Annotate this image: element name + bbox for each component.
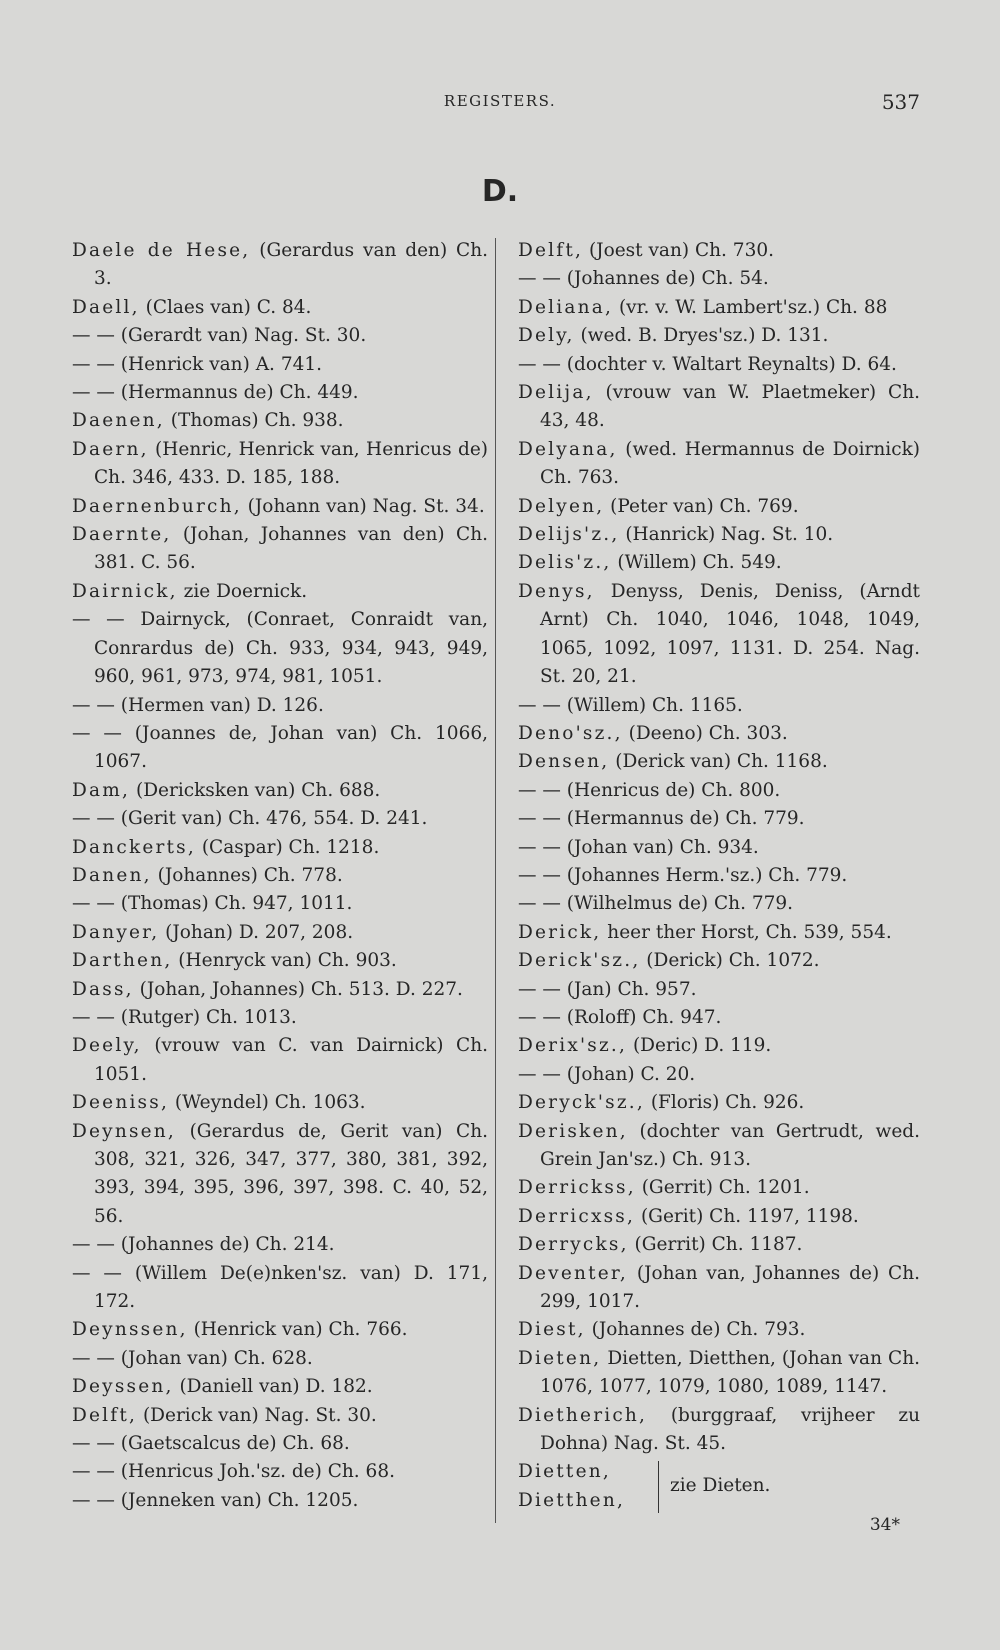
entry-name: Dietthen, [518, 1490, 626, 1512]
entry-references: heer ther Horst, Ch. 539, 554. [601, 921, 892, 943]
entry-name: Deno'sz., [518, 722, 623, 744]
index-entry [72, 436, 488, 493]
entry-name: Deynssen, [72, 1319, 188, 1341]
entry-references: (vrouw van C. van Dairnick) Ch. 1051. [94, 1035, 488, 1085]
entry-references: (Henricus de) Ch. 800. [560, 779, 781, 801]
entry-references: (Wilhelmus de) Ch. 779. [560, 893, 794, 915]
right-column [518, 237, 920, 1516]
index-entry [518, 777, 920, 805]
index-entry [72, 493, 488, 521]
entry-references: (Henrick van) A. 741. [114, 353, 323, 375]
index-entry [72, 862, 488, 890]
entry-references: (Daniell van) D. 182. [173, 1376, 373, 1398]
entry-references: (Johann van) Nag. St. 34. [241, 495, 485, 517]
entry-references: (Gerardus de, Gerit van) Ch. 308, 321, 326, 347, 377, 380, 381, 392, 393, 394, 395, 396, 397, 398. C. 40, 52, 56. [94, 1120, 488, 1227]
index-entry [72, 1231, 488, 1259]
index-entry [518, 1089, 920, 1117]
entry-references: (Roloff) Ch. 947. [560, 1006, 722, 1028]
index-entry [518, 322, 920, 350]
entry-references: (Dericksken van) Ch. 688. [130, 779, 381, 801]
entry-name: Delija, [518, 382, 594, 404]
index-entry [518, 1260, 920, 1317]
entry-references: (Johannes Herm.'sz.) Ch. 779. [560, 864, 848, 886]
entry-references: (Peter van) Ch. 769. [604, 495, 799, 517]
index-entry [518, 521, 920, 549]
index-entry [72, 1458, 488, 1486]
entry-references: (Deeno) Ch. 303. [622, 722, 788, 744]
entry-references: (Henryck van) Ch. 903. [172, 950, 397, 972]
entry-name: Derrycks, [518, 1234, 629, 1256]
index-entry [518, 1203, 920, 1231]
index-entry [518, 1231, 920, 1259]
index-entry [72, 1118, 488, 1232]
entry-name: Dairnick, [72, 580, 178, 602]
index-entry [518, 862, 920, 890]
entry-references: (Johannes de) Ch. 793. [585, 1319, 806, 1341]
section-letter: D. [481, 174, 519, 209]
entry-references: (Gerrit) Ch. 1187. [628, 1234, 803, 1256]
entry-references: (Gerardt van) Nag. St. 30. [114, 325, 367, 347]
index-entry [72, 976, 488, 1004]
entry-references: Denyss, Denis, Deniss, (Arndt Arnt) Ch. 1040, 1046, 1048, 1049, 1065, 1092, 1097, 1131. D. 254. Nag. St. 20, 21. [540, 580, 920, 688]
column-divider [495, 238, 496, 1523]
index-entry [72, 351, 488, 379]
index-entry [72, 890, 488, 918]
entry-references: (Henrick van) Ch. 766. [187, 1319, 408, 1341]
ditto-mark: — — [72, 353, 115, 375]
index-entry [72, 834, 488, 862]
index-entry [518, 436, 920, 493]
ditto-mark: — — [72, 1234, 115, 1256]
entry-references: (Willem De(e)nken'sz. van) D. 171, 172. [94, 1262, 488, 1313]
entry-references: (Willem) Ch. 549. [611, 552, 782, 574]
entry-references: Dairnyck, (Conraet, Conraidt van, Conrardus de) Ch. 933, 934, 943, 949, 960, 961, 973, 974, 981, 1051. [94, 609, 488, 688]
index-entry [518, 919, 920, 947]
entry-references: (Johannes) Ch. 778. [151, 864, 343, 886]
index-entry [518, 834, 920, 862]
index-entry [72, 1032, 488, 1089]
index-entry [518, 1174, 920, 1202]
index-entry [518, 1061, 920, 1089]
index-entry [518, 890, 920, 918]
ditto-mark: — — [72, 1262, 122, 1284]
entry-references: (Johan van) Ch. 934. [560, 836, 759, 858]
ditto-mark: — — [72, 1347, 115, 1369]
index-entry [518, 265, 920, 293]
entry-references: (Johan) C. 20. [560, 1063, 696, 1085]
entry-references: (Weyndel) Ch. 1063. [169, 1092, 366, 1114]
index-entry [518, 692, 920, 720]
entry-name: Daern, [72, 438, 149, 460]
index-entry [518, 578, 920, 692]
index-entry [72, 1402, 488, 1430]
ditto-mark: — — [518, 694, 561, 716]
entry-name: Derix'sz., [518, 1035, 628, 1057]
ditto-mark: — — [72, 1006, 115, 1028]
index-entry [72, 1430, 488, 1458]
entry-references: (Johan, Johannes van den) Ch. 381. C. 56. [94, 524, 488, 574]
ditto-mark: — — [518, 808, 561, 830]
index-entry [72, 1004, 488, 1032]
index-entry [518, 294, 920, 322]
index-entry [72, 805, 488, 833]
index-entry [72, 322, 488, 350]
entry-name: Derick'sz., [518, 950, 641, 972]
entry-references: (Gerit van) Ch. 476, 554. D. 241. [114, 808, 428, 830]
index-entry [72, 692, 488, 720]
entry-references: (Johan van, Johannes de) Ch. 299, 1017. [540, 1262, 920, 1313]
ditto-mark: — — [72, 1433, 115, 1455]
index-entry [72, 521, 488, 578]
entry-name: Delis'z., [518, 552, 612, 574]
entry-name: Danen, [72, 864, 152, 886]
index-entry [518, 805, 920, 833]
entry-references: (Johannes de) Ch. 54. [560, 268, 769, 290]
index-entry [518, 1032, 920, 1060]
signature-mark: 34* [869, 1515, 900, 1535]
index-entry [72, 1487, 488, 1515]
index-entry [518, 976, 920, 1004]
ditto-mark: — — [72, 722, 122, 744]
index-entry [518, 1402, 920, 1459]
entry-name: Dely, [518, 325, 575, 347]
entry-name: Darthen, [72, 950, 173, 972]
index-entry [518, 1004, 920, 1032]
index-entry [72, 1260, 488, 1317]
entry-references: (vr. v. W. Lambert'sz.) Ch. 88 [613, 296, 888, 318]
index-entry [72, 947, 488, 975]
page-number: 537 [881, 90, 920, 114]
entry-name: Dass, [72, 978, 134, 1000]
entry-name: Diest, [518, 1319, 586, 1341]
entry-references: (Deric) D. 119. [627, 1035, 772, 1057]
entry-name: Deliana, [518, 296, 614, 318]
cross-reference: zie Dieten. [670, 1475, 771, 1497]
index-entry [518, 549, 920, 577]
entry-references: (Willem) Ch. 1165. [560, 694, 743, 716]
index-entry [518, 1345, 920, 1402]
entry-name: Daernenburch, [72, 495, 242, 517]
entry-references: (Gaetscalcus de) Ch. 68. [114, 1433, 350, 1455]
ditto-mark: — — [518, 864, 561, 886]
ditto-mark: — — [518, 836, 561, 858]
ditto-mark: — — [518, 268, 561, 290]
entry-references: (wed. B. Dryes'sz.) D. 131. [574, 325, 829, 347]
entry-name: Daenen, [72, 410, 165, 432]
left-column [72, 237, 488, 1515]
entry-name: Deventer, [518, 1262, 628, 1284]
index-entry [518, 237, 920, 265]
entry-references: (Gerrit) Ch. 1201. [635, 1177, 810, 1199]
entry-name: Daell, [72, 296, 140, 318]
entry-references: (dochter v. Waltart Reynalts) D. 64. [560, 353, 897, 375]
ditto-mark: — — [518, 893, 561, 915]
entry-name: Dieten, [518, 1347, 602, 1369]
index-entry [72, 237, 488, 294]
entry-name: Derick, [518, 921, 602, 943]
entry-references: (Thomas) Ch. 947, 1011. [114, 893, 353, 915]
entry-name: Delyana, [518, 438, 618, 460]
ditto-mark: — — [518, 978, 561, 1000]
entry-name: Derisken, [518, 1120, 628, 1142]
entry-references: (Claes van) C. 84. [139, 296, 312, 318]
entry-references: (Thomas) Ch. 938. [164, 410, 344, 432]
entry-references: (vrouw van W. Plaetmeker) Ch. 43, 48. [540, 382, 920, 432]
entry-references: Dietten, Dietthen, (Johan van Ch. 1076, 1077, 1079, 1080, 1089, 1147. [540, 1347, 920, 1398]
index-entry [72, 1089, 488, 1117]
entry-references: (Hermannus de) Ch. 449. [114, 382, 359, 404]
entry-references: (Derick van) Nag. St. 30. [137, 1404, 377, 1426]
index-entry [72, 1345, 488, 1373]
index-entry [72, 294, 488, 322]
index-entry [518, 351, 920, 379]
index-entry [72, 1373, 488, 1401]
index-entry [72, 379, 488, 407]
entry-references: zie Doernick. [177, 580, 308, 602]
ditto-mark: — — [72, 893, 115, 915]
entry-references: (Hanrick) Nag. St. 10. [619, 524, 834, 546]
entry-name: Delft, [72, 1404, 138, 1426]
entry-name: Deyssen, [72, 1376, 174, 1398]
entry-references: (Caspar) Ch. 1218. [195, 836, 380, 858]
entry-name: Derrickss, [518, 1177, 636, 1199]
entry-references: (Joest van) Ch. 730. [583, 240, 774, 261]
ditto-mark: — — [518, 779, 561, 801]
entry-name: Deely, [72, 1035, 142, 1057]
entry-name: Delijs'z., [518, 524, 620, 546]
entry-references: (Gerardus van den) Ch. 3. [94, 240, 488, 290]
ditto-mark: — — [72, 808, 115, 830]
ditto-mark: — — [72, 325, 115, 347]
ditto-mark: — — [518, 353, 561, 375]
entry-name: Daernte, [72, 524, 172, 546]
index-entry [72, 1316, 488, 1344]
entry-references: (Floris) Ch. 926. [644, 1092, 805, 1114]
ditto-mark: — — [72, 609, 125, 631]
index-entry [518, 1118, 920, 1175]
index-entry [72, 407, 488, 435]
entry-references: (Derick) Ch. 1072. [640, 950, 820, 972]
entry-name: Deeniss, [72, 1092, 170, 1114]
index-entry [518, 947, 920, 975]
index-entry [518, 720, 920, 748]
index-entry [72, 777, 488, 805]
entry-references: (Rutger) Ch. 1013. [114, 1006, 297, 1028]
entry-references: (Jan) Ch. 957. [560, 978, 697, 1000]
ditto-mark: — — [72, 1489, 115, 1511]
entry-name: Dam, [72, 779, 131, 801]
index-entry [518, 748, 920, 776]
entry-name: Denys, [518, 580, 595, 602]
index-entry [72, 720, 488, 777]
entry-name: Danyer, [72, 921, 160, 943]
entry-references: (Joannes de, Johan van) Ch. 1066, 1067. [94, 722, 488, 773]
entry-name: Deryck'sz., [518, 1092, 645, 1114]
entry-references: (dochter van Gertrudt, wed. Grein Jan'sz.) Ch. 913. [540, 1120, 920, 1170]
entry-name: Delyen, [518, 495, 605, 517]
index-entry [72, 919, 488, 947]
entry-references: (Johan, Johannes) Ch. 513. D. 227. [133, 978, 463, 1000]
index-entry [518, 1316, 920, 1344]
ditto-mark: — — [72, 694, 115, 716]
entry-references: (Henricus Joh.'sz. de) Ch. 68. [114, 1461, 395, 1483]
entry-references: (Johannes de) Ch. 214. [114, 1234, 335, 1256]
entry-name: Deynsen, [72, 1120, 176, 1142]
entry-references: (Gerit) Ch. 1197, 1198. [635, 1205, 859, 1227]
entry-name: Daele de Hese, [72, 240, 251, 261]
entry-name: Dietherich, [518, 1404, 648, 1426]
entry-references: (Johan van) Ch. 628. [114, 1347, 313, 1369]
entry-name: Densen, [518, 751, 610, 773]
entry-references: (burggraaf, vrijheer zu Dohna) Nag. St. 45. [540, 1404, 920, 1455]
entry-name: Delft, [518, 240, 584, 261]
entry-references: (Jenneken van) Ch. 1205. [114, 1489, 359, 1511]
index-entry [518, 493, 920, 521]
ditto-mark: — — [518, 1063, 561, 1085]
index-entry [72, 606, 488, 691]
entry-references: (Henric, Henrick van, Henricus de) Ch. 346, 433. D. 185, 188. [94, 438, 488, 489]
entry-name: Derricxss, [518, 1205, 636, 1227]
ditto-mark: — — [72, 382, 115, 404]
entry-references: (wed. Hermannus de Doirnick) Ch. 763. [540, 438, 920, 489]
bracket-cross-reference [518, 1458, 920, 1516]
entry-name: Danckerts, [72, 836, 196, 858]
running-head: REGISTERS. [443, 92, 557, 110]
index-entry [72, 578, 488, 606]
brace-icon [658, 1461, 663, 1513]
entry-references: (Johan) D. 207, 208. [159, 921, 354, 943]
entry-name: Dietten, [518, 1461, 611, 1483]
ditto-mark: — — [518, 1006, 561, 1028]
entry-references: (Hermen van) D. 126. [114, 694, 324, 716]
entry-references: (Derick van) Ch. 1168. [609, 751, 828, 773]
ditto-mark: — — [72, 1461, 115, 1483]
index-entry [518, 379, 920, 436]
entry-references: (Hermannus de) Ch. 779. [560, 808, 805, 830]
